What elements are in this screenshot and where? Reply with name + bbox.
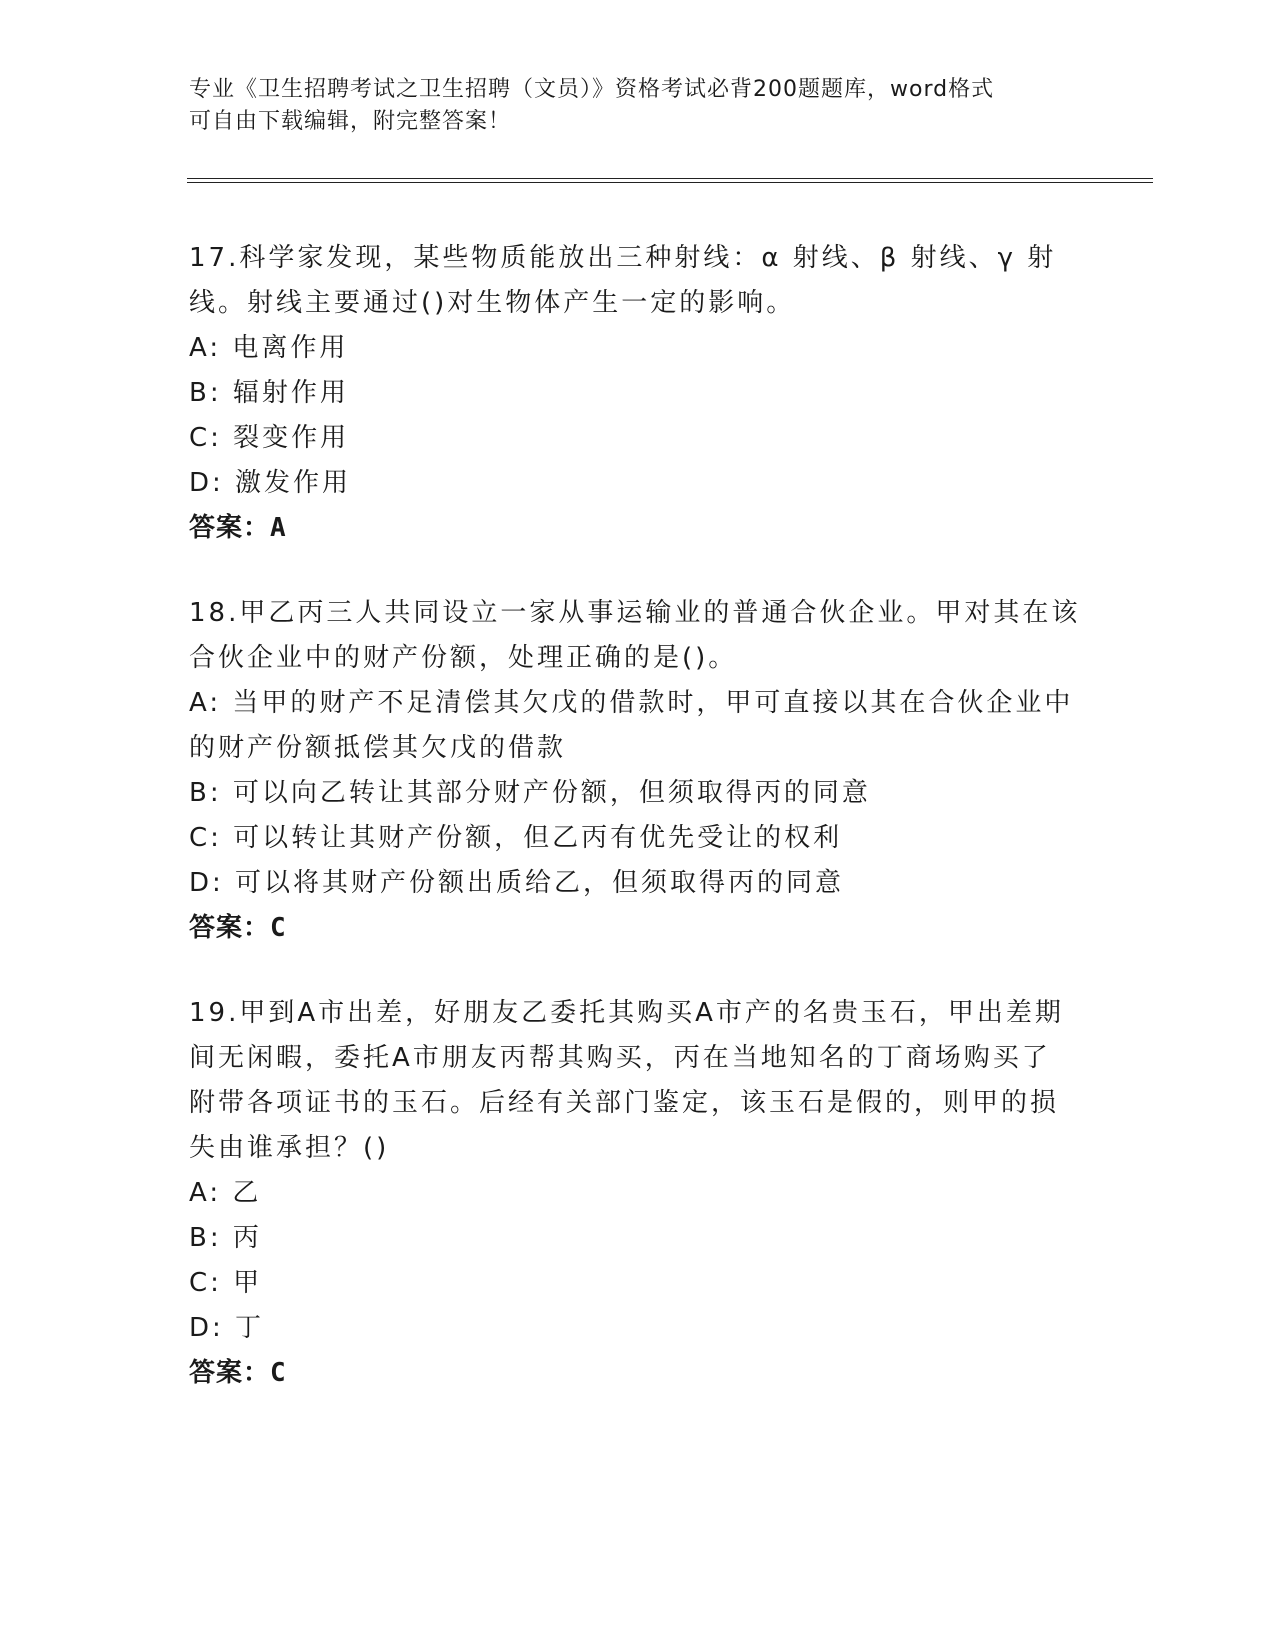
answer-label: 答案： xyxy=(189,1358,271,1388)
header-line-1: 专业《卫生招聘考试之卫生招聘（文员）》资格考试必背200题题库，word格式 xyxy=(189,77,995,102)
answer-label: 答案： xyxy=(189,913,271,943)
option-d: D: 激发作用 xyxy=(189,468,352,498)
question-stem-line: 附带各项证书的玉石。后经有关部门鉴定，该玉石是假的，则甲的损 xyxy=(189,1088,1060,1118)
answer-line xyxy=(189,506,1069,551)
header-line-2: 可自由下载编辑，附完整答案！ xyxy=(189,109,512,134)
option-d: D: 可以将其财产份额出质给乙，但须取得丙的同意 xyxy=(189,868,845,898)
question-stem-line: 18.甲乙丙三人共同设立一家从事运输业的普通合伙企业。甲对其在该 xyxy=(189,598,1081,628)
question-17 xyxy=(189,236,1069,551)
question-stem-line: 19.甲到A市出差，好朋友乙委托其购买A市产的名贵玉石，甲出差期 xyxy=(189,998,1064,1028)
option-d: D: 丁 xyxy=(189,1313,265,1343)
answer-value: C xyxy=(270,913,287,943)
option-a: A: 电离作用 xyxy=(189,333,349,363)
option-b: B: 辐射作用 xyxy=(189,378,349,408)
answer-line xyxy=(189,1351,1069,1396)
answer-label: 答案： xyxy=(189,513,271,543)
option-a: A: 乙 xyxy=(189,1178,262,1208)
question-18 xyxy=(189,591,1081,951)
header-divider-bottom xyxy=(187,182,1153,183)
question-stem-line: 间无闲暇，委托A市朋友丙帮其购买，丙在当地知名的丁商场购买了 xyxy=(189,1043,1051,1073)
option-c: C: 甲 xyxy=(189,1268,263,1298)
option-b: B: 丙 xyxy=(189,1223,262,1253)
question-stem-line: 线。射线主要通过()对生物体产生一定的影响。 xyxy=(189,288,796,318)
question-stem-line: 失由谁承担？() xyxy=(189,1133,390,1163)
option-c: C: 裂变作用 xyxy=(189,423,350,453)
question-list xyxy=(189,236,1081,1436)
answer-value: A xyxy=(270,513,287,543)
question-stem-line: 合伙企业中的财产份额，处理正确的是()。 xyxy=(189,643,738,673)
question-19 xyxy=(189,991,1069,1396)
option-b: B: 可以向乙转让其部分财产份额，但须取得丙的同意 xyxy=(189,778,871,808)
header-divider-top xyxy=(187,178,1153,179)
option-c: C: 可以转让其财产份额，但乙丙有优先受让的权利 xyxy=(189,823,843,853)
option-a-continued: 的财产份额抵偿其欠戊的借款 xyxy=(189,733,567,763)
question-stem-line: 17.科学家发现，某些物质能放出三种射线：α 射线、β 射线、γ 射 xyxy=(189,243,1057,273)
option-a: A: 当甲的财产不足清偿其欠戊的借款时，甲可直接以其在合伙企业中 xyxy=(189,688,1074,718)
answer-line xyxy=(189,906,1069,951)
document-header xyxy=(189,74,1069,138)
answer-value: C xyxy=(270,1358,287,1388)
